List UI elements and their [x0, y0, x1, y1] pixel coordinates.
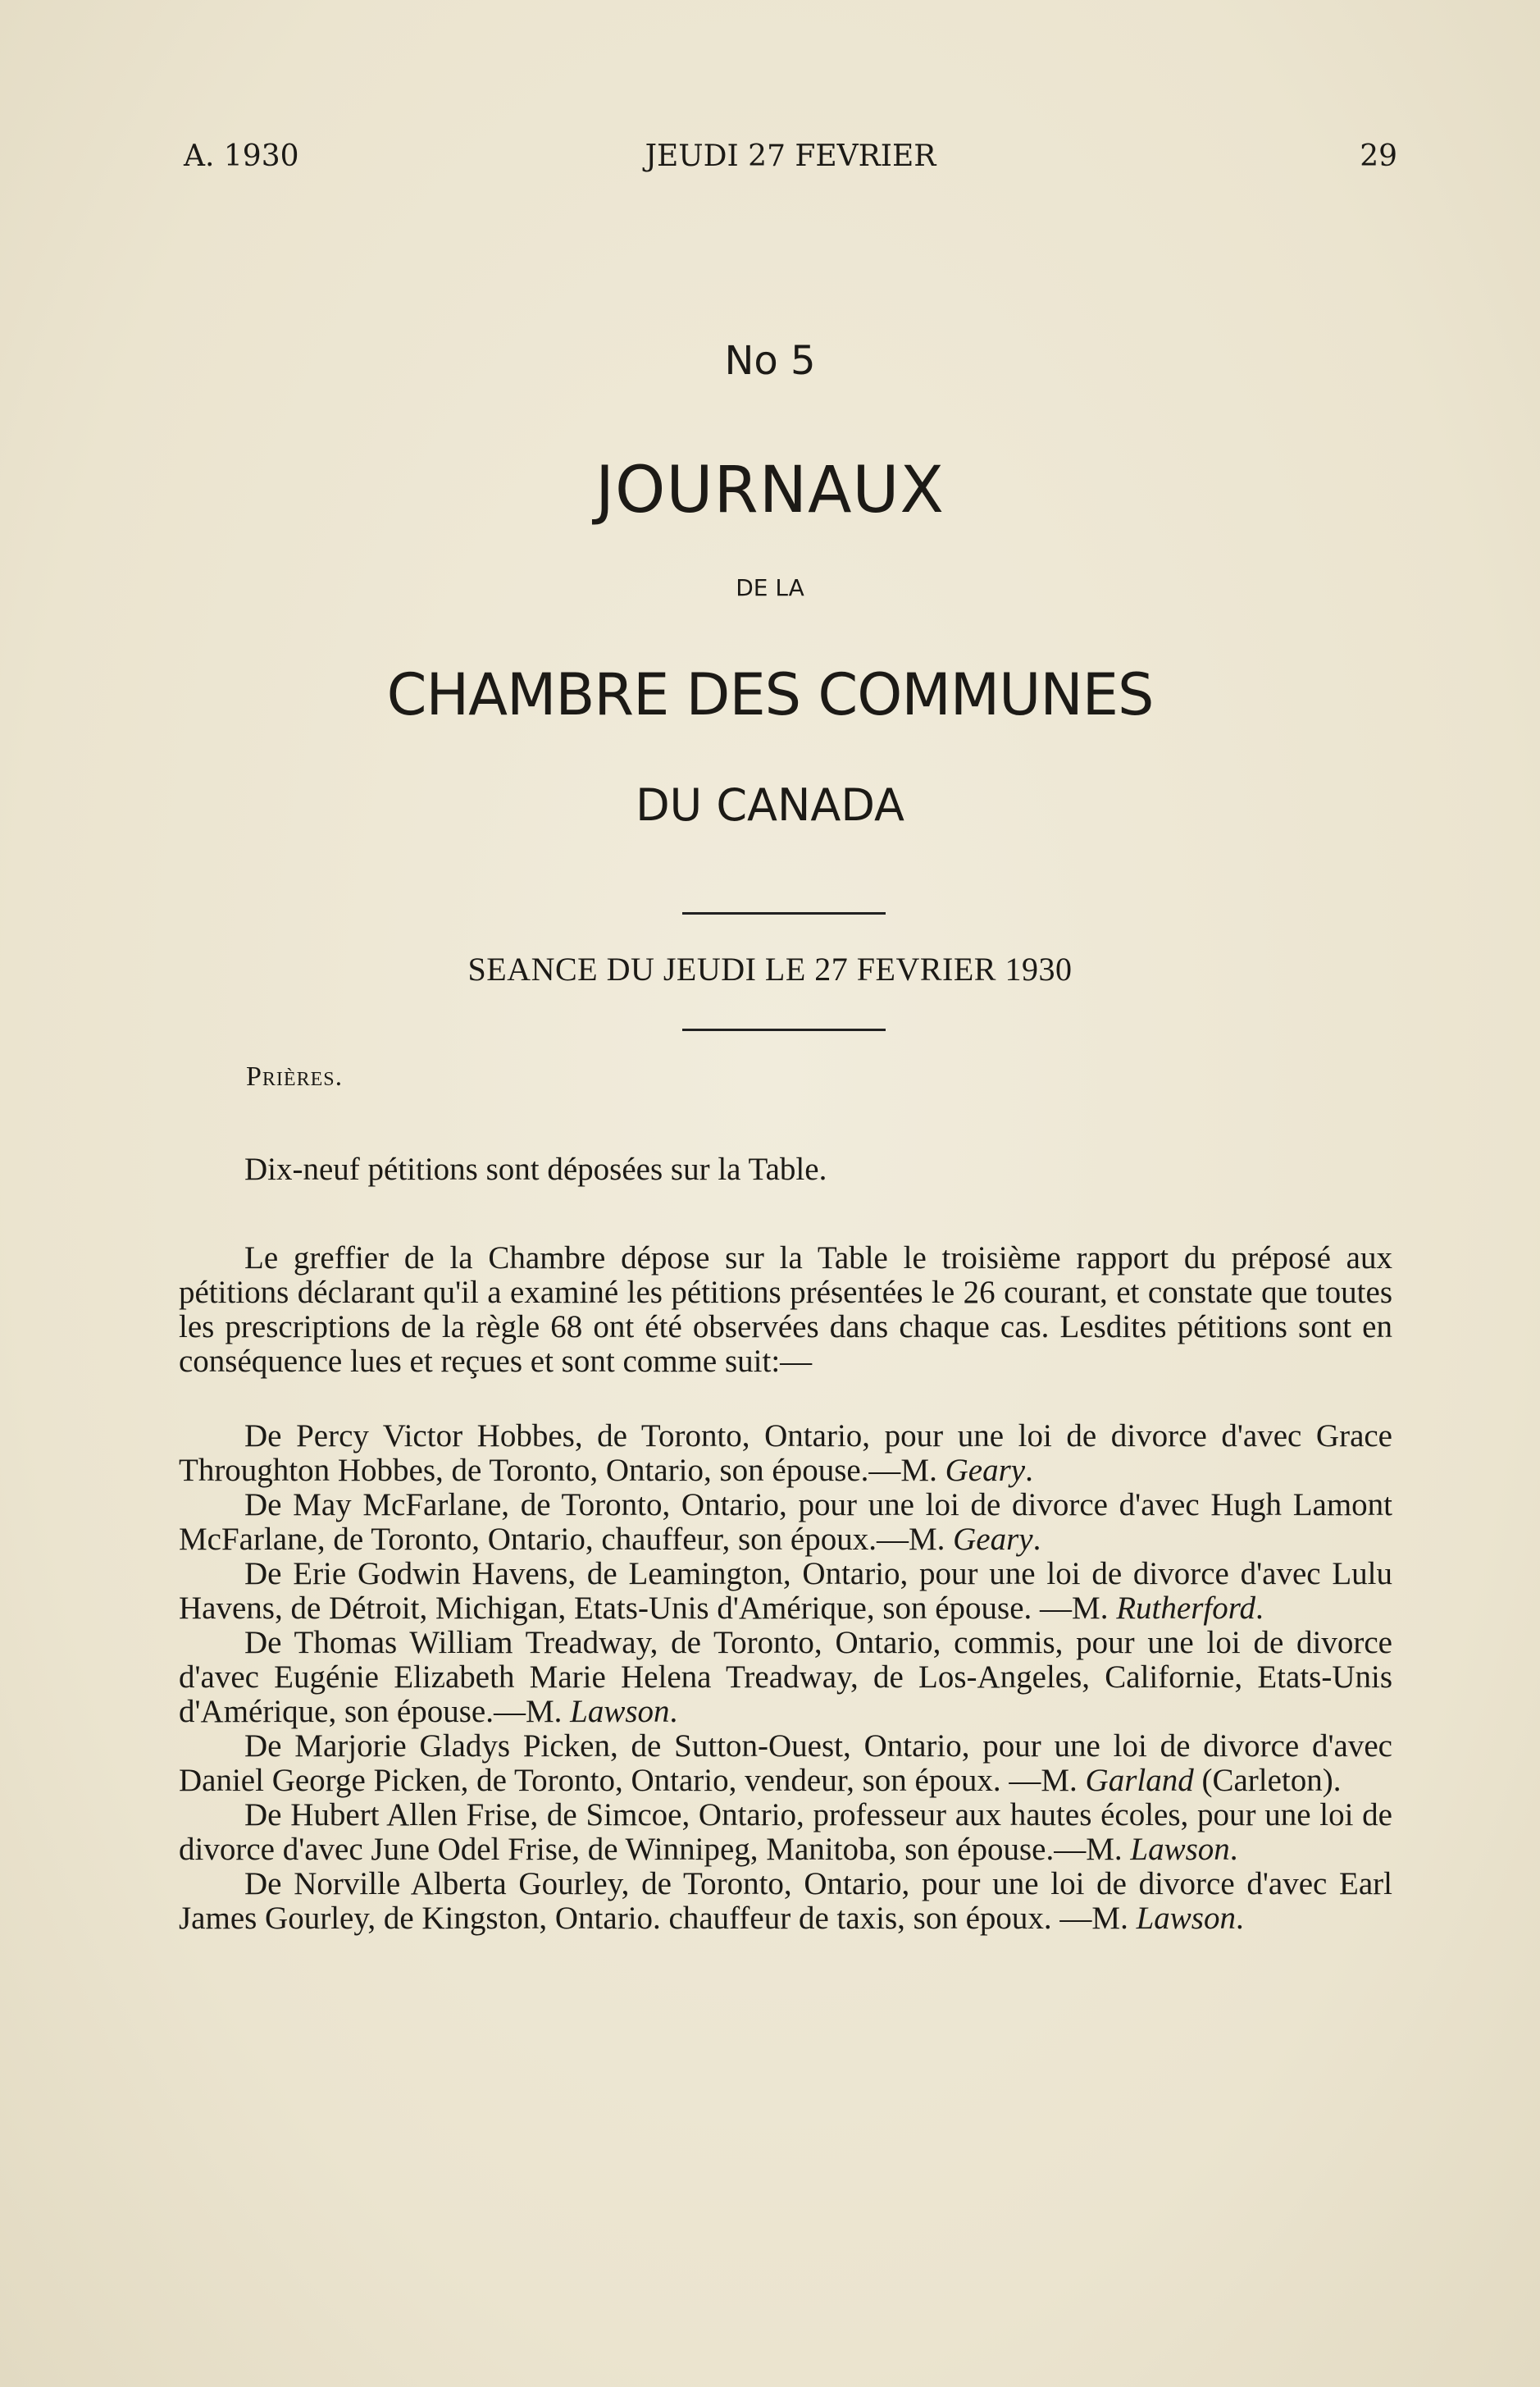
petition-text: De May McFarlane, de Toronto, Ontario, pour une loi de divorce d'avec Hugh Lamont McFarlane, de Toronto, Ontario, chauffeur, son époux.—M.: [179, 1487, 1392, 1557]
petition-suffix: .: [1032, 1522, 1041, 1557]
petition-text: De Erie Godwin Havens, de Leamington, Ontario, pour une loi de divorce d'avec Lulu Havens, de Détroit, Michigan, Etats-Unis d'Amérique, son épouse. —M.: [179, 1556, 1392, 1626]
petition-list: [179, 1419, 1392, 1936]
petition-suffix: .: [1229, 1832, 1238, 1867]
journal-title: JOURNAUX: [595, 454, 945, 527]
petition-item: [179, 1488, 1392, 1557]
petition-suffix: (Carleton).: [1193, 1763, 1342, 1798]
divider-bottom: [682, 1029, 886, 1031]
petition-suffix: .: [669, 1694, 678, 1729]
journal-subtitle-connector: DE LA: [736, 574, 804, 601]
petition-member: Geary: [945, 1453, 1026, 1488]
petition-text: De Hubert Allen Frise, de Simcoe, Ontario, professeur aux hautes écoles, pour une loi de divorce d'avec June Odel Frise, de Winnipeg, Manitoba, son épouse.—M.: [179, 1797, 1392, 1867]
petition-item: [179, 1557, 1392, 1626]
petition-text: De Percy Victor Hobbes, de Toronto, Ontario, pour une loi de divorce d'avec Grace Throughton Hobbes, de Toronto, Ontario, son épouse.—M.: [179, 1418, 1392, 1488]
petition-suffix: .: [1236, 1901, 1244, 1936]
petition-item: [179, 1419, 1392, 1488]
clerk-report-paragraph: [179, 1241, 1392, 1379]
petition-text: De Norville Alberta Gourley, de Toronto, Ontario, pour une loi de divorce d'avec Earl James Gourley, de Kingston, Ontario. chauffeur de taxis, son époux. —M.: [179, 1866, 1392, 1936]
petitions-tabled-paragraph: [179, 1152, 1392, 1187]
petition-item: [179, 1867, 1392, 1936]
issue-number: No 5: [724, 338, 816, 384]
petition-item: [179, 1798, 1392, 1867]
sitting-heading: SEANCE DU JEUDI LE 27 FEVRIER 1930: [467, 951, 1073, 988]
petition-item: [179, 1626, 1392, 1729]
running-head: [184, 139, 1397, 189]
petition-member: Garland: [1085, 1763, 1194, 1798]
petitions-tabled-text: Dix-neuf pétitions sont déposées sur la Table.: [244, 1152, 827, 1187]
page-number: 29: [1360, 139, 1397, 173]
petition-member: Lawson: [570, 1694, 670, 1729]
session-year: A. 1930: [184, 139, 299, 173]
divider-top: [682, 912, 886, 915]
petition-member: Rutherford: [1116, 1591, 1255, 1626]
petition-suffix: .: [1025, 1453, 1033, 1488]
petition-member: Geary: [953, 1522, 1033, 1557]
petition-item: [179, 1729, 1392, 1798]
prayers-heading: Prières.: [246, 1061, 344, 1092]
clerk-report-text: Le greffier de la Chambre dépose sur la Table le troisième rapport du préposé aux pétitions déclarant qu'il a examiné les pétitions présentées le 26 courant, et constate que toutes les prescriptions de la règle 68 ont été observées dans chaque cas. Lesdites pétitions sont en conséquence lues et reçues et sont comme suit:—: [179, 1240, 1392, 1379]
running-date: JEUDI 27 FEVRIER: [645, 139, 936, 173]
petition-text: De Marjorie Gladys Picken, de Sutton-Ouest, Ontario, pour une loi de divorce d'avec Daniel George Picken, de Toronto, Ontario, vendeur, son époux. —M.: [179, 1728, 1392, 1798]
petition-suffix: .: [1255, 1591, 1264, 1626]
house-title: CHAMBRE DES COMMUNES: [386, 661, 1154, 728]
petition-text: De Thomas William Treadway, de Toronto, Ontario, commis, pour une loi de divorce d'avec Eugénie Elizabeth Marie Helena Treadway, de Los-Angeles, Californie, Etats-Unis d'Amérique, son épouse.—M.: [179, 1625, 1392, 1729]
petition-member: Lawson: [1130, 1832, 1230, 1867]
country-title: DU CANADA: [636, 779, 904, 831]
petition-member: Lawson: [1136, 1901, 1236, 1936]
